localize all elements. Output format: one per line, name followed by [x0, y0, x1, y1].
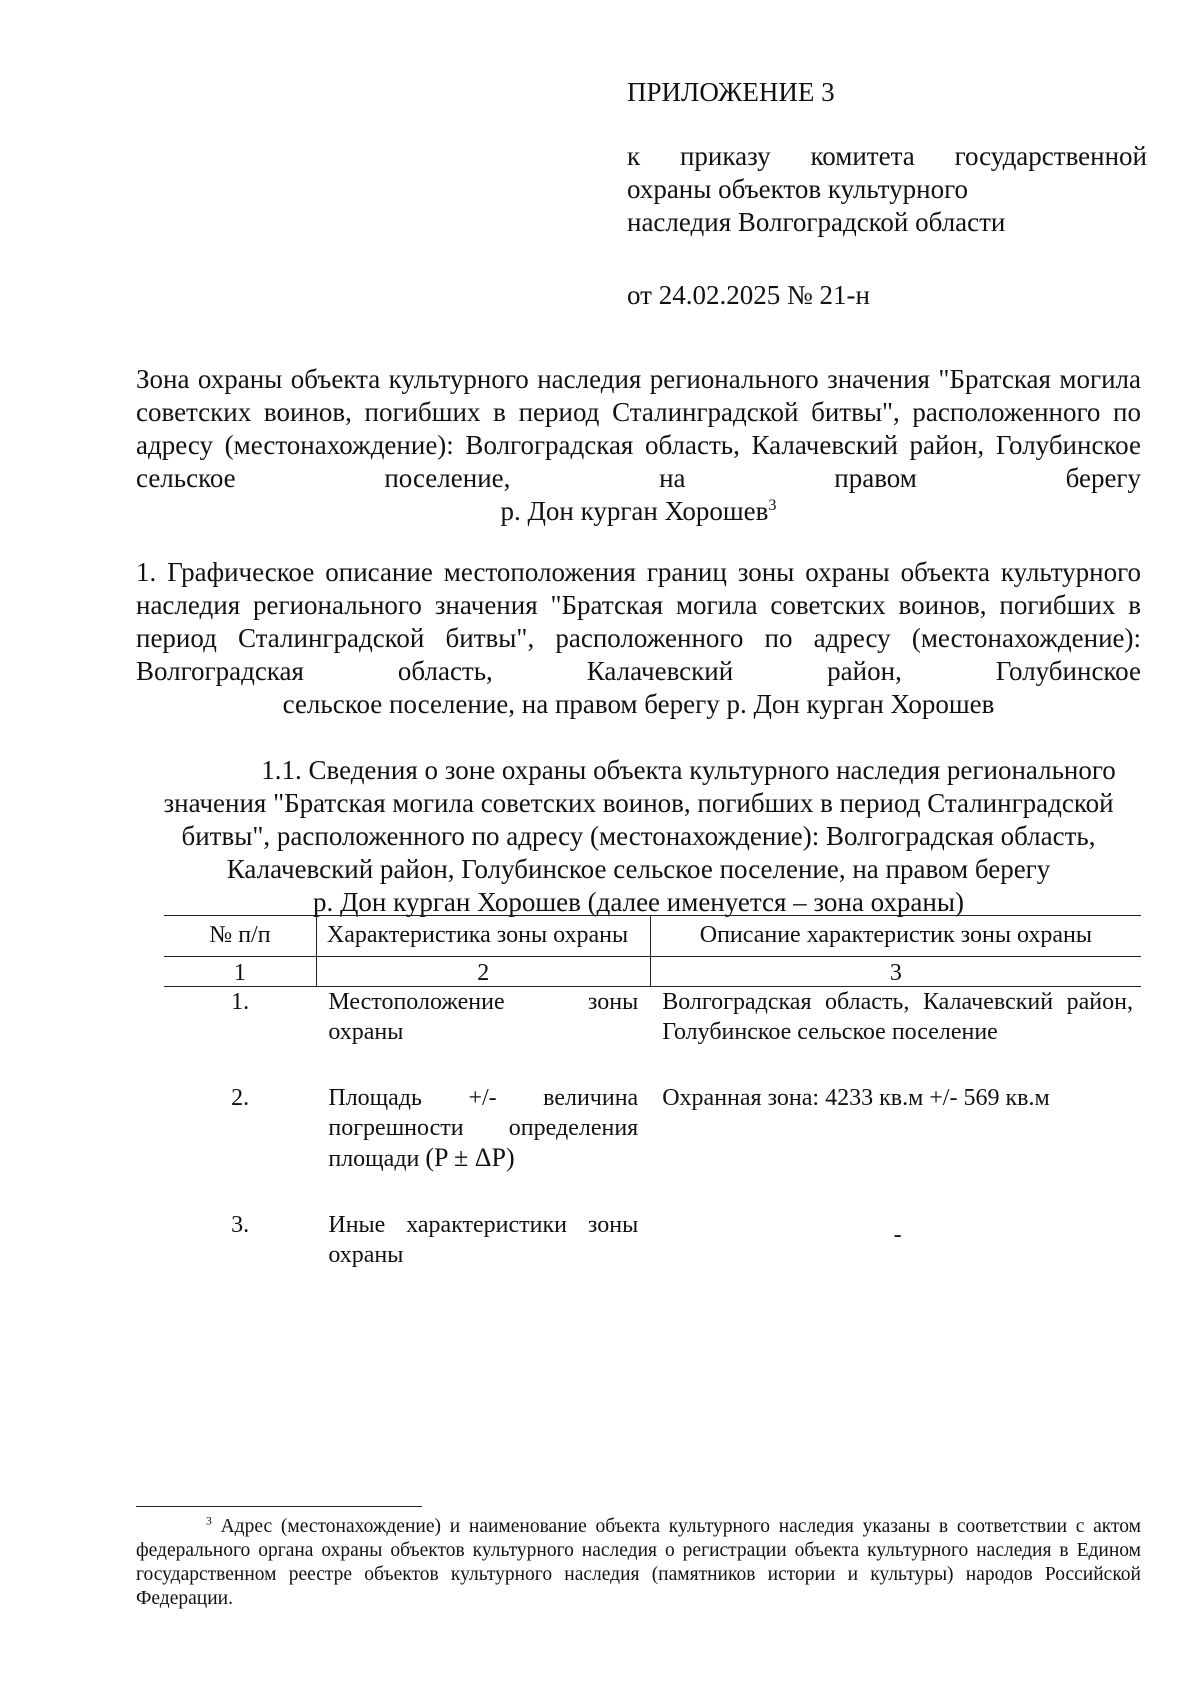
row-num: 3. [231, 1212, 250, 1238]
table-row [164, 1083, 1141, 1210]
footnote-divider [136, 1506, 422, 1507]
table-header-row [164, 916, 1141, 957]
row-description: Охранная зона: 4233 кв.м +/- 569 кв.м [662, 1085, 1050, 1111]
section-1-text: 1. Графическое описание местоположения границ зоны охраны объекта культурного наследия регионального значения "Братская могила советских воинов, погибших в период Сталинградской битвы", расположенного по адресу (местонахождение): Волгоградская область, Калачевский район, Голубинское [136, 557, 1141, 686]
header-characteristic: Характеристика зоны охраны [316, 916, 650, 957]
section-1-1-line: битвы", расположенного по адресу (местонахождение): Волгоградская область, [181, 821, 1096, 851]
title-text: Зона охраны объекта культурного наследия регионального значения "Братская могила советских воинов, погибших в период Сталинградской битвы", расположенного по адресу (местонахождение): Волгоградская область, Калачевский район, Голубинское сельское поселение, на правом берегу [136, 364, 1141, 493]
footnote-mark: 3 [206, 1514, 212, 1528]
row-description: Волгоградская область, Калачевский район, Голубинское сельское поселение [662, 989, 1133, 1045]
row-characteristic: Площадь +/- величина погрешности определения площади [328, 1085, 639, 1172]
document-title [136, 363, 1141, 528]
col-number-3: 3 [650, 957, 1141, 987]
title-footnote-mark: 3 [768, 496, 777, 514]
row-num: 1. [231, 989, 250, 1015]
area-formula: (P ± ΔP) [425, 1143, 515, 1172]
title-last-line [136, 495, 1141, 528]
col-number-1: 1 [164, 957, 316, 987]
row-description: - [893, 1222, 902, 1248]
table-numbering-row [164, 957, 1141, 987]
section-1-1-line: Калачевский район, Голубинское сельское поселение, на правом берегу [226, 854, 1051, 884]
table-row [164, 1210, 1141, 1270]
row-characteristic: Местоположение зоны охраны [328, 989, 639, 1045]
section-1 [136, 556, 1141, 721]
section-1-1-line: значения "Братская могила советских воинов, погибших в период Сталинградской [163, 788, 1114, 818]
footnote [136, 1515, 1141, 1611]
appendix-line-3: наследия Волгоградской области [627, 207, 1006, 237]
section-1-1-line: р. Дон курган Хорошев (далее именуется – зона охраны) [312, 887, 965, 917]
appendix-line-1: к приказу комитета государственной [627, 141, 1147, 171]
appendix-title: ПРИЛОЖЕНИЕ 3 [627, 77, 835, 107]
row-characteristic-cell [316, 1083, 650, 1210]
row-characteristic: Иные характеристики зоны охраны [328, 1212, 639, 1268]
section-1-last-line: сельское поселение, на правом берегу р. Дон курган Хорошев [282, 689, 995, 719]
zone-table [164, 915, 1141, 1270]
appendix-line-2: охраны объектов культурного [627, 174, 968, 204]
appendix-header [627, 76, 1147, 312]
footnote-text: Адрес (местонахождение) и наименование объекта культурного наследия указаны в соответствии с актом федерального органа охраны объектов культурного наследия о регистрации объекта культурного наследия в Едином государственном реестре объектов культурного наследия (памятников истории и культуры) народов Российской Федерации. [136, 1516, 1142, 1609]
order-date: от 24.02.2025 № 21-н [627, 280, 870, 310]
table-row [164, 987, 1141, 1084]
title-last-line-text: р. Дон курган Хорошев [500, 496, 769, 526]
section-1-1-line: 1.1. Сведения о зоне охраны объекта культурного наследия регионального [261, 755, 1116, 785]
col-number-2: 2 [316, 957, 650, 987]
header-description: Описание характеристик зоны охраны [650, 916, 1141, 957]
row-num: 2. [231, 1085, 250, 1111]
section-1-1 [136, 754, 1141, 919]
header-num: № п/п [164, 916, 316, 957]
